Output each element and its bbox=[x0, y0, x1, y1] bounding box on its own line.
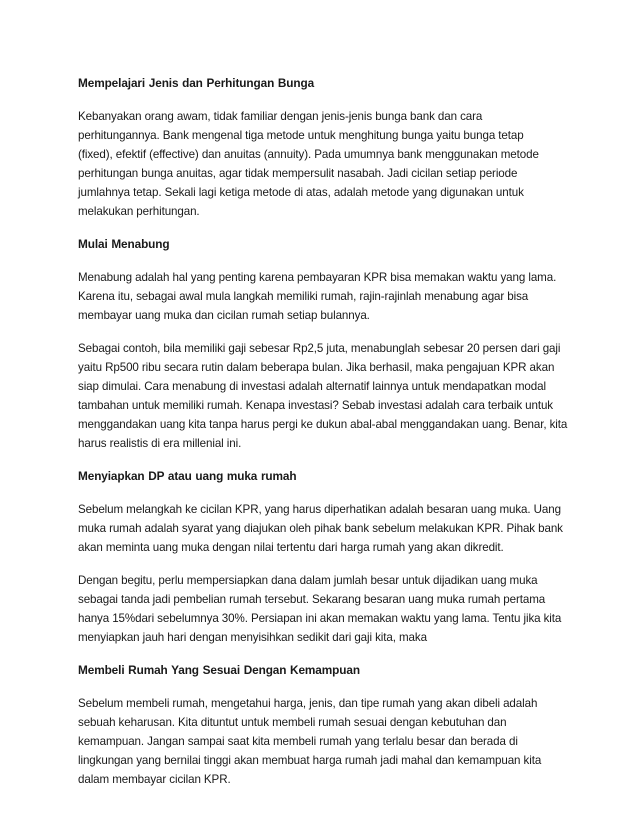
sections-container bbox=[78, 235, 568, 789]
section-heading: Mulai Menabung bbox=[78, 237, 170, 251]
text-line: sebagai tanda jadi pembelian rumah tersebut. Sekarang besaran uang muka rumah pertama bbox=[78, 593, 546, 606]
text-line: Dengan begitu, perlu mempersiapkan dana dalam jumlah besar untuk dijadikan uang muka bbox=[78, 574, 538, 587]
text-line: menyiapkan jauh hari dengan menyisihkan sedikit dari gaji kita, maka bbox=[78, 631, 427, 644]
text-line: yaitu Rp500 ribu secara rutin dalam beberapa bulan. Jika berhasil, maka pengajuan KPR akan bbox=[78, 361, 555, 374]
text-line: membayar uang muka dan cicilan rumah setiap bulannya. bbox=[78, 309, 370, 322]
text-line: perhitungannya. Bank mengenal tiga metode untuk menghitung bunga yaitu bunga tetap bbox=[78, 129, 524, 142]
text-line: perhitungan bunga anuitas, agar tidak mempersulit nasabah. Jadi cicilan setiap periode bbox=[78, 167, 518, 180]
section-paragraph bbox=[78, 571, 568, 647]
intro-paragraph bbox=[78, 107, 568, 221]
text-line: muka rumah adalah syarat yang diajukan oleh pihak bank sebelum melakukan KPR. Pihak bank bbox=[78, 522, 563, 535]
document-title: Mempelajari Jenis dan Perhitungan Bunga bbox=[78, 76, 315, 90]
text-line: Sebelum membeli rumah, mengetahui harga, jenis, dan tipe rumah yang akan dibeli adalah bbox=[78, 697, 538, 710]
text-line: harus realistis di era millenial ini. bbox=[78, 437, 242, 450]
text-line: siap dimulai. Cara menabung di investasi adalah alternatif lainnya untuk mendapatkan modal bbox=[78, 380, 546, 393]
text-line: lingkungan yang bernilai tinggi akan membuat harga rumah jadi mahal dan kemampuan kita bbox=[78, 754, 542, 767]
section-heading: Menyiapkan DP atau uang muka rumah bbox=[78, 469, 297, 483]
text-line: (fixed), efektif (effective) dan anuitas (annuity). Pada umumnya bank menggunakan metode bbox=[78, 148, 539, 161]
section-paragraph bbox=[78, 339, 568, 453]
text-line: akan meminta uang muka dengan nilai tertentu dari harga rumah yang akan dikredit. bbox=[78, 541, 504, 554]
text-line: sebuah keharusan. Kita dituntut untuk membeli rumah sesuai dengan kebutuhan dan bbox=[78, 716, 507, 729]
section-paragraph bbox=[78, 268, 568, 325]
text-line: Sebagai contoh, bila memiliki gaji sebesar Rp2,5 juta, menabunglah sebesar 20 persen dari gaji bbox=[78, 342, 561, 355]
text-line: Karena itu, sebagai awal mula langkah memiliki rumah, rajin-rajinlah menabung agar bisa bbox=[78, 290, 529, 303]
section-paragraph bbox=[78, 500, 568, 557]
text-line: kemampuan. Jangan sampai saat kita membeli rumah yang terlalu besar dan berada di bbox=[78, 735, 518, 748]
text-line: Kebanyakan orang awam, tidak familiar dengan jenis-jenis bunga bank dan cara bbox=[78, 110, 483, 123]
text-line: hanya 15%dari sebelumnya 30%. Persiapan ini akan memakan waktu yang lama. Tentu jika kita bbox=[78, 612, 562, 625]
text-line: Menabung adalah hal yang penting karena pembayaran KPR bisa memakan waktu yang lama. bbox=[78, 271, 557, 284]
text-line: tambahan untuk memiliki rumah. Kenapa investasi? Sebab investasi adalah cara terbaik untuk bbox=[78, 399, 553, 412]
section-heading: Membeli Rumah Yang Sesuai Dengan Kemampuan bbox=[78, 663, 360, 677]
text-line: dalam membayar cicilan KPR. bbox=[78, 773, 231, 786]
text-line: menggandakan uang kita tanpa harus pergi ke dukun abal-abal menggandakan uang. Benar, kita bbox=[78, 418, 568, 431]
text-line: Sebelum melangkah ke cicilan KPR, yang harus diperhatikan adalah besaran uang muka. Uang bbox=[78, 503, 561, 516]
section-paragraph bbox=[78, 694, 568, 789]
document-page bbox=[78, 74, 568, 803]
text-line: jumlahnya tetap. Sekali lagi ketiga metode di atas, adalah metode yang digunakan untuk bbox=[78, 186, 524, 199]
text-line: melakukan perhitungan. bbox=[78, 205, 200, 218]
